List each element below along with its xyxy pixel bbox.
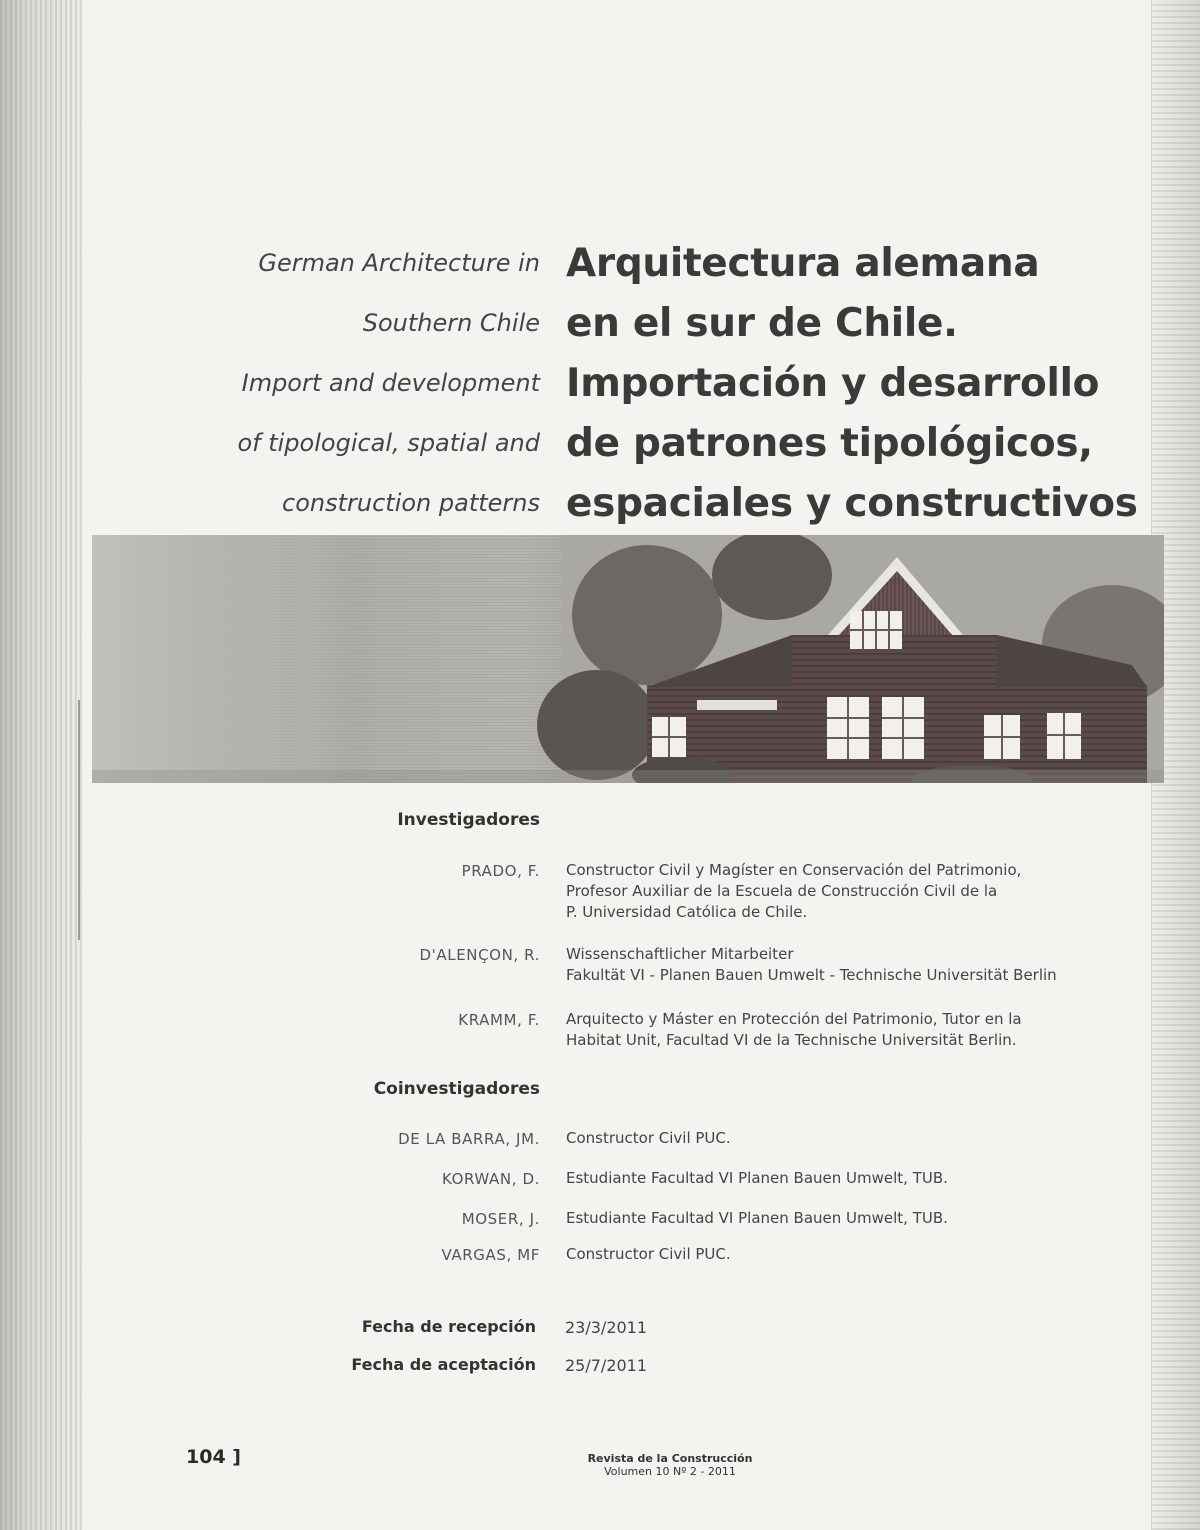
journal-footer bbox=[520, 1452, 820, 1478]
journal-name: Revista de la Construcción bbox=[587, 1452, 753, 1465]
affiliation-line: Fakultät VI - Planen Bauen Umwelt - Technische Universität Berlin bbox=[566, 966, 1057, 984]
title-english bbox=[200, 240, 540, 540]
scan-edge-left bbox=[0, 0, 82, 1530]
banner-photo bbox=[92, 535, 1164, 783]
coresearcher-name: MOSER, J. bbox=[461, 1210, 540, 1228]
researcher-affiliation bbox=[566, 1009, 1146, 1051]
acceptance-date-label: Fecha de aceptación bbox=[351, 1355, 536, 1374]
title-en-line: of tipological, spatial and bbox=[237, 429, 540, 457]
reception-date-value: 23/3/2011 bbox=[565, 1318, 648, 1337]
title-es-line: Importación y desarrollo bbox=[566, 361, 1100, 406]
title-en-line: Import and development bbox=[241, 369, 540, 397]
affiliation-line: Arquitecto y Máster en Protección del Patrimonio, Tutor en la bbox=[566, 1010, 1022, 1028]
researcher-affiliation bbox=[566, 944, 1146, 986]
affiliation-line: P. Universidad Católica de Chile. bbox=[566, 903, 808, 921]
coinvestigadores-heading: Coinvestigadores bbox=[373, 1079, 540, 1099]
researcher-name: KRAMM, F. bbox=[458, 1011, 540, 1029]
title-es-line: Arquitectura alemana bbox=[566, 241, 1040, 286]
title-spanish bbox=[566, 238, 1166, 538]
investigadores-heading: Investigadores bbox=[397, 810, 540, 830]
coresearcher-name: DE LA BARRA, JM. bbox=[398, 1130, 540, 1148]
coresearcher-affiliation: Estudiante Facultad VI Planen Bauen Umwelt, TUB. bbox=[566, 1169, 948, 1187]
affiliation-line: Profesor Auxiliar de la Escuela de Construcción Civil de la bbox=[566, 882, 998, 900]
researcher-name: D'ALENÇON, R. bbox=[419, 946, 540, 964]
title-es-line: en el sur de Chile. bbox=[566, 301, 958, 346]
affiliation-line: Constructor Civil y Magíster en Conservación del Patrimonio, bbox=[566, 861, 1022, 879]
title-es-line: de patrones tipológicos, bbox=[566, 421, 1093, 466]
coresearcher-name: KORWAN, D. bbox=[442, 1170, 540, 1188]
researcher-name: PRADO, F. bbox=[461, 862, 540, 880]
title-en-line: Southern Chile bbox=[362, 309, 540, 337]
coresearcher-affiliation: Constructor Civil PUC. bbox=[566, 1129, 731, 1147]
coresearcher-affiliation: Constructor Civil PUC. bbox=[566, 1245, 731, 1263]
affiliation-line: Habitat Unit, Facultad VI de la Technische Universität Berlin. bbox=[566, 1031, 1017, 1049]
title-en-line: construction patterns bbox=[282, 489, 540, 517]
house-illustration bbox=[92, 535, 1164, 783]
title-es-line: espaciales y constructivos bbox=[566, 481, 1138, 526]
reception-date-label: Fecha de recepción bbox=[361, 1317, 536, 1336]
researcher-affiliation bbox=[566, 860, 1146, 923]
title-en-line: German Architecture in bbox=[258, 249, 540, 277]
affiliation-line: Wissenschaftlicher Mitarbeiter bbox=[566, 945, 794, 963]
page-number: 104 ] bbox=[186, 1446, 241, 1468]
scan-edge-mark bbox=[78, 700, 80, 940]
coresearcher-name: VARGAS, MF bbox=[441, 1246, 540, 1264]
coresearcher-affiliation: Estudiante Facultad VI Planen Bauen Umwelt, TUB. bbox=[566, 1209, 948, 1227]
journal-volume: Volumen 10 Nº 2 - 2011 bbox=[604, 1465, 736, 1478]
acceptance-date-value: 25/7/2011 bbox=[565, 1356, 648, 1375]
